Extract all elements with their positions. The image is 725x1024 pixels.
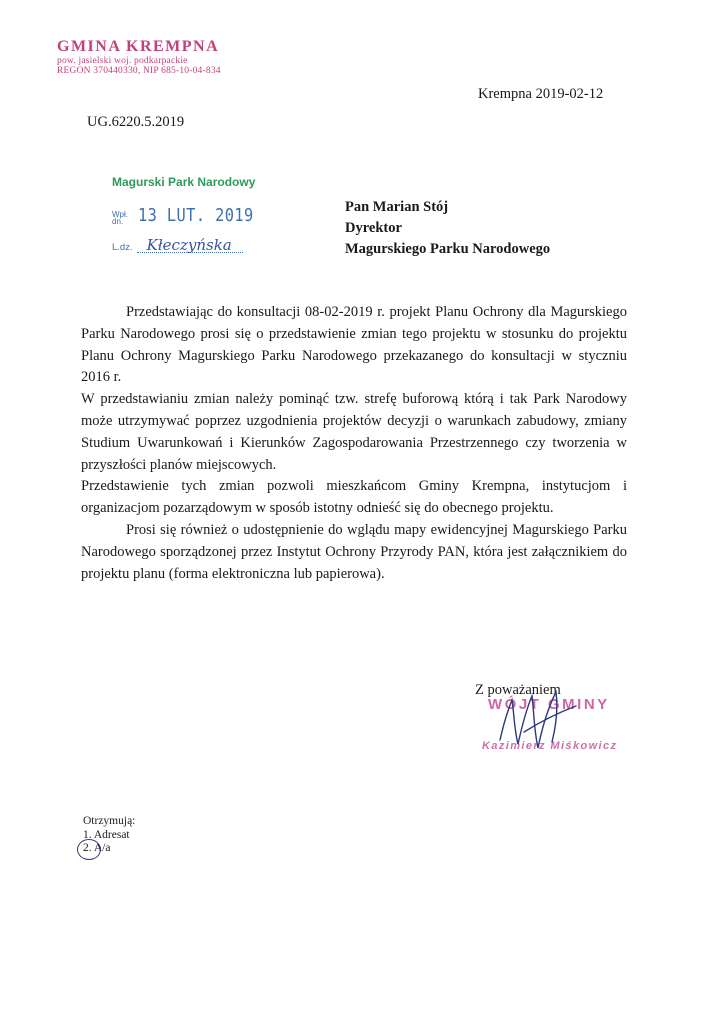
letter-body <box>81 302 627 585</box>
recipient-name: Pan Marian Stój <box>345 199 449 215</box>
letterhead-regon: REGON 370440330, NIP 685-10-04-834 <box>57 66 221 77</box>
place-date: Krempna 2019-02-12 <box>478 86 604 102</box>
wpl-label: Wpł. <box>112 209 128 219</box>
body-paragraph-1: Przedstawiając do konsultacji 08-02-2019 r. projekt Planu Ochrony dla Magurskiego Parku Narodowego prosi się o przedstawienie zmian tego projektu w stosunku do projektu Planu Ochrony Magurskiego Parku Narodowego przekazanego do konsultacji w styczniu 2016 r. <box>81 304 627 386</box>
ldz-handwritten: Kłeczyńska <box>146 236 232 254</box>
distribution-list <box>83 815 135 856</box>
dn-label: dn. <box>112 217 124 227</box>
distribution-heading: Otrzymują: <box>83 815 136 827</box>
letterhead-address: pow. jasielski woj. podkarpackie <box>57 55 188 66</box>
received-stamp <box>112 175 274 253</box>
body-paragraph-2: W przedstawianiu zmian należy pominąć tzw. strefę buforową którą i tak Park Narodowy może utrzymywać poprzez uzgodnienia projektów decyzji o warunkach zabudowy, zmiany Studium Uwarunkowań i Kierunków Zagospodarowania Przestrzennego czy tworzenia w przyszłości planów miejscowych. <box>81 391 627 473</box>
body-paragraph-4: Prosi się również o udostępnienie do wglądu mapy ewidencyjnej Magurskiego Parku Narodowego sporządzonej przez Instytut Ochrony Przyrody PAN, która jest załącznikiem do projektu planu (forma elektroniczna lub papierowa). <box>81 521 627 582</box>
letterhead-name: GMINA KREMPNA <box>57 38 220 55</box>
distribution-item-2: 2. A/a <box>83 842 111 854</box>
signature-stamp-title: WÓJT GMINY <box>488 696 610 713</box>
received-stamp-org: Magurski Park Narodowy <box>112 175 256 189</box>
recipient-block <box>345 197 550 260</box>
regards-text: Z poważaniem <box>475 682 561 698</box>
ldz-line <box>137 238 243 253</box>
received-date: 13 LUT. 2019 <box>138 205 254 226</box>
recipient-org: Magurskiego Parku Narodowego <box>345 241 551 257</box>
letterhead-stamp <box>57 38 221 76</box>
body-paragraph-3: Przedstawienie tych zmian pozwoli mieszkańcom Gminy Krempna, instytucjom i organizacjom pozarządowym w sposób istotny odnieść się do obecnego projektu. <box>81 478 627 517</box>
distribution-item-2-wrap <box>83 842 135 856</box>
ldz-label: L.dz. <box>112 242 133 253</box>
recipient-title: Dyrektor <box>345 220 402 236</box>
handwritten-circle <box>77 839 101 860</box>
signature-stamp-name: Kazimierz Miśkowicz <box>482 740 618 752</box>
handwritten-signature <box>478 682 598 762</box>
received-stamp-labels <box>112 211 138 226</box>
distribution-item-1: 1. Adresat <box>83 828 130 841</box>
reference-number: UG.6220.5.2019 <box>87 114 185 130</box>
